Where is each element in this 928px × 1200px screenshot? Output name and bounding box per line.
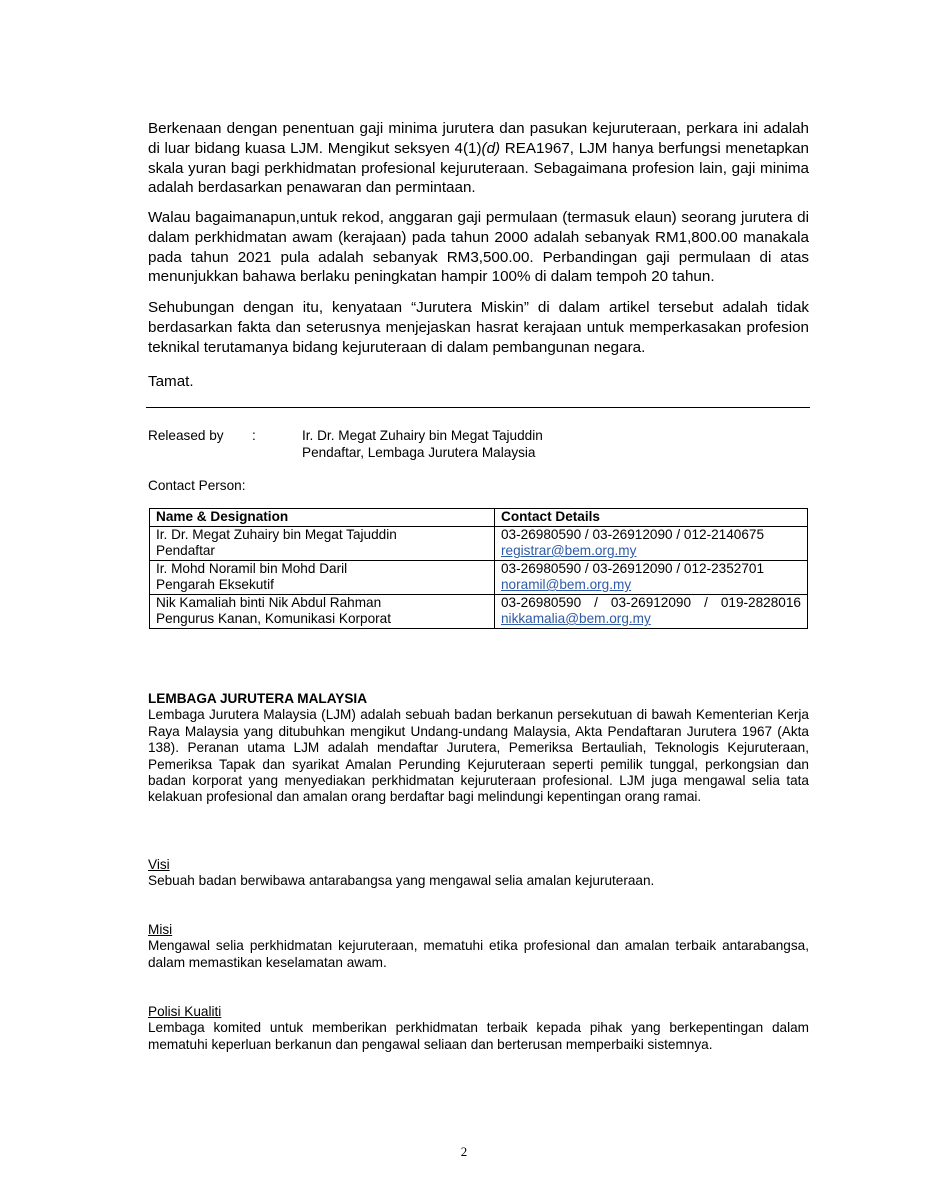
visi-title: Visi <box>148 857 170 872</box>
released-by-name: Ir. Dr. Megat Zuhairy bin Megat Tajuddin <box>302 428 543 443</box>
divider-line <box>146 407 810 408</box>
contact-table <box>149 508 808 629</box>
contact-name: Ir. Dr. Megat Zuhairy bin Megat Tajuddin <box>156 526 397 542</box>
phone-separator: / <box>704 594 708 610</box>
italic-clause: (d) <box>481 139 501 157</box>
contact-designation: Pengurus Kanan, Komunikasi Korporat <box>156 611 392 626</box>
released-by-title: Pendaftar, Lembaga Jurutera Malaysia <box>302 445 536 460</box>
email-link[interactable]: registrar@bem.org.my <box>501 543 637 558</box>
phone-number: 03-26912090 <box>610 594 692 610</box>
paragraph-text: Berkenaan dengan penentuan gaji minima jurutera dan pasukan kejuruteraan, perkara ini adalah di luar bidang kuasa LJM. Mengikut seksyen 4(1) <box>148 120 809 157</box>
name-cell <box>150 560 495 594</box>
contact-person-label: Contact Person: <box>148 478 246 493</box>
contact-name: Ir. Mohd Noramil bin Mohd Daril <box>156 560 348 576</box>
paragraph-jurutera-miskin: Sehubungan dengan itu, kenyataan “Jurutera Miskin” di dalam artikel tersebut adalah tidak berdasarkan fakta dan seterusnya menjejaskan hasrat kerajaan untuk memperkasakan profesion teknikal terutamanya bidang kejuruteraan di dalam pembangunan negara. <box>148 299 809 356</box>
table-row <box>150 560 808 594</box>
name-cell <box>150 526 495 560</box>
contact-name: Nik Kamaliah binti Nik Abdul Rahman <box>156 594 382 610</box>
paragraph-text: REA1967, LJM hanya berfungsi menetapkan skala yuran bagi perkhidmatan profesional kejuruteraan. Sebagaimana profesion lain, gaji minima adalah berdasarkan penawaran dan permintaan. <box>148 139 809 197</box>
polisi-section <box>148 1004 809 1053</box>
misi-title: Misi <box>148 922 173 937</box>
email-link[interactable]: noramil@bem.org.my <box>501 577 632 592</box>
released-by-colon: : <box>252 428 256 443</box>
phone-separator: / <box>594 594 598 610</box>
about-body: Lembaga Jurutera Malaysia (LJM) adalah sebuah badan berkanun persekutuan di bawah Kementerian Kerja Raya Malaysia yang ditubuhkan mengikut Undang-undang Malaysia, Akta Pendaftaran Jurutera 1967 (Akta 138). Peranan utama LJM adalah mendaftar Jurutera, Pemeriksa Bertauliah, Teknologis Kejuruteraan, Pemeriksa Tapak dan syarikat Amalan Perunding Kejuruteraan seperti pemilik tunggal, perkongsian dan badan korporat yang menyediakan perkhidmatan kejuruteraan profesional. LJM juga mengawal selia tata kelakuan profesional dan amalan orang berdaftar bagi melindungi kepentingan orang ramai. <box>148 707 809 805</box>
table-header-row <box>150 509 808 527</box>
details-cell <box>495 526 808 560</box>
details-cell <box>495 594 808 628</box>
misi-section <box>148 922 809 971</box>
header-name-designation: Name & Designation <box>150 509 495 527</box>
visi-section <box>148 857 809 890</box>
misi-body: Mengawal selia perkhidmatan kejuruteraan, mematuhi etika profesional dan amalan terbaik antarabangsa, dalam memastikan keselamatan awam. <box>148 938 809 970</box>
paragraph-gaji-minima <box>148 119 809 198</box>
polisi-title: Polisi Kualiti <box>148 1004 222 1019</box>
page-number: 2 <box>460 1144 468 1159</box>
phone-number: 03-26980590 <box>501 594 582 610</box>
contact-designation: Pengarah Eksekutif <box>156 577 274 592</box>
released-by-label: Released by <box>148 428 224 443</box>
table-row <box>150 594 808 628</box>
contact-phones <box>501 595 801 612</box>
contact-designation: Pendaftar <box>156 543 215 558</box>
contact-phones: 03-26980590 / 03-26912090 / 012-2352701 <box>501 560 765 576</box>
email-link[interactable]: nikkamalia@bem.org.my <box>501 611 651 626</box>
details-cell <box>495 560 808 594</box>
contact-phones: 03-26980590 / 03-26912090 / 012-2140675 <box>501 526 765 542</box>
polisi-body: Lembaga komited untuk memberikan perkhidmatan terbaik kepada pihak yang berkepentingan dalam mematuhi keperluan berkanun dan pengawal seliaan dan berterusan memperbaiki sistemnya. <box>148 1020 809 1052</box>
header-contact-details: Contact Details <box>495 509 808 527</box>
about-title: LEMBAGA JURUTERA MALAYSIA <box>148 691 368 706</box>
paragraph-gaji-permulaan: Walau bagaimanapun,untuk rekod, anggaran gaji permulaan (termasuk elaun) seorang jurutera di dalam perkhidmatan awam (kerajaan) pada tahun 2000 adalah sebanyak RM1,800.00 manakala pada tahun 2021 pula adalah sebanyak RM3,500.00. Perbandingan gaji permulaan di atas menunjukkan bahawa berlaku peningkatan hampir 100% di dalam tempoh 20 tahun. <box>148 209 809 286</box>
phone-number: 019-2828016 <box>720 594 801 610</box>
visi-body: Sebuah badan berwibawa antarabangsa yang mengawal selia amalan kejuruteraan. <box>148 873 655 889</box>
about-section <box>148 691 809 806</box>
name-cell <box>150 594 495 628</box>
paragraph-tamat: Tamat. <box>148 373 194 390</box>
table-row <box>150 526 808 560</box>
